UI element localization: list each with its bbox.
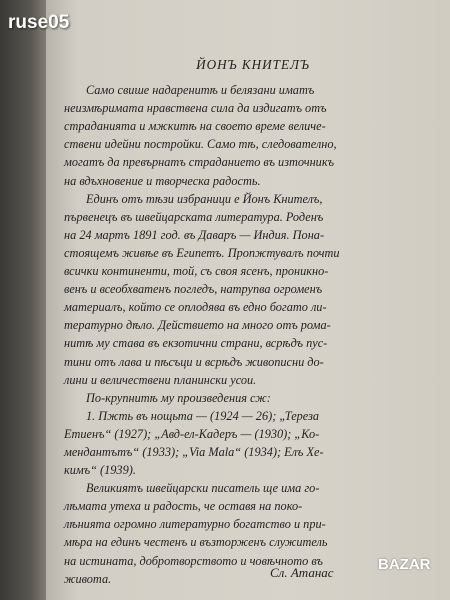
text-line: материалъ, който се оплодява въ едно богато ли- <box>64 300 327 315</box>
text-line: на истината, добротворството и човѣчното въ <box>64 553 323 568</box>
text-line: неизмѣримата нравствена сила да издигатъ отъ <box>64 101 327 116</box>
book-spine <box>0 0 52 600</box>
text-line: първенецъ въ швейцарската литература. Роденъ <box>64 209 324 224</box>
bazar-logo: BAZAR <box>378 556 431 573</box>
text-line: тературно дѣло. Действието на много отъ рома- <box>64 318 331 333</box>
page-text <box>64 56 434 588</box>
watermark: ruse05 <box>8 12 70 33</box>
text-line: Само свише надаренитѣ и белязани иматъ <box>86 83 315 98</box>
text-line: страданията и мжкитѣ на своето време величе- <box>64 119 326 134</box>
text-line: лѣнията огромно литературно богатство и при- <box>64 517 326 532</box>
text-line: на 24 мартъ 1891 год. въ Даваръ — Индия. Пона- <box>64 227 325 242</box>
text-line: мендантътъ“ (1933); „Via Mala“ (1934); Елъ Хе- <box>64 444 324 459</box>
text-line: тини отъ лава и пѣсъци и всрѣдъ живописни до- <box>64 354 324 369</box>
signature: Сл. Атанас <box>270 565 334 580</box>
text-line: стоящемъ живѣе въ Египетъ. Пропжтувалъ почти <box>64 245 340 260</box>
text-line: мѣра на единъ честенъ и възторженъ служитель <box>64 535 328 550</box>
page-title: ЙОНЪ КНИТЕЛЪ <box>196 57 310 72</box>
text-line: лини и величествени планински усои. <box>64 372 257 387</box>
text-line: ствени идейни постройки. Само тѣ, следователно, <box>64 137 337 152</box>
text-line: Етиенъ“ (1927); „Авд-ел-Кадеръ — (1930); „Ко- <box>64 426 320 441</box>
paragraph-3 <box>64 389 434 479</box>
text-line: По-крупнитѣ му произведения сж: <box>86 390 271 405</box>
text-line: нитѣ му става въ екзотични страни, всрѣдъ пус- <box>64 336 328 351</box>
paragraph-2 <box>64 190 434 389</box>
text-line: Единъ отъ тѣзи избраници е Йонъ Кнителъ, <box>86 191 323 206</box>
text-line: могатъ да превърнатъ страданието въ източникъ <box>64 155 334 170</box>
text-line: лѣмата утеха и радость, че оставя на поко- <box>64 499 303 514</box>
text-line: 1. Пжть въ нощьта — (1924 — 26); „Тереза <box>86 408 320 423</box>
text-line: кимъ“ (1939). <box>64 463 136 478</box>
text-line: венъ и всеобхватенъ погледъ, натрупва огроменъ <box>64 282 323 297</box>
text-line: на вдъхновение и творческа радость. <box>64 173 261 188</box>
paragraph-1 <box>64 81 434 190</box>
text-line: всички континенти, той, съ своя ясенъ, проникно- <box>64 264 329 279</box>
text-line: Великиятъ швейцарски писатель ще има го- <box>86 481 320 496</box>
text-line: живота. <box>64 571 112 586</box>
